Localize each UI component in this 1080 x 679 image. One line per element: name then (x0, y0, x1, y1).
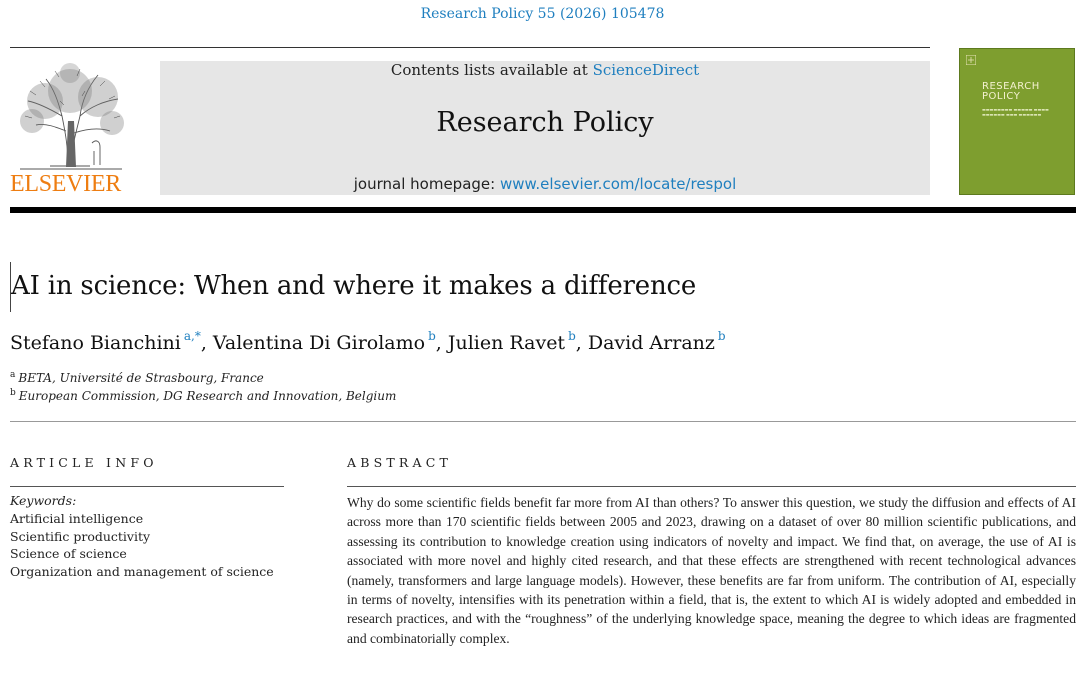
header-divider (10, 47, 930, 48)
author-name[interactable]: Julien Ravet (447, 332, 566, 354)
elsevier-wordmark: ELSEVIER (10, 171, 121, 197)
author-list (10, 329, 726, 354)
cover-title-line1: RESEARCH (982, 81, 1040, 92)
journal-reference[interactable] (0, 6, 1080, 22)
author-affiliation-mark[interactable]: b (568, 329, 576, 343)
author-separator: , (435, 332, 442, 354)
author[interactable] (447, 329, 582, 354)
abstract-heading: ABSTRACT (347, 455, 453, 470)
sciencedirect-link[interactable]: ScienceDirect (592, 61, 700, 79)
keyword-item: Artificial intelligence (10, 511, 144, 526)
affiliation-text: BETA, Université de Strasbourg, France (18, 371, 264, 385)
author-name[interactable]: Stefano Bianchini (10, 332, 181, 354)
journal-reference-link[interactable]: Research Policy 55 (2026) 105478 (420, 6, 665, 22)
article-info-heading: ARTICLE INFO (10, 455, 158, 470)
author-affiliation-mark[interactable]: a,* (183, 329, 201, 343)
contents-line (160, 61, 930, 79)
homepage-prefix: journal homepage: (353, 175, 496, 193)
cover-publisher-icon (966, 55, 976, 65)
author[interactable] (212, 329, 442, 354)
affiliation-mark: a (10, 370, 16, 380)
author-name[interactable]: Valentina Di Girolamo (212, 332, 426, 354)
journal-homepage-link[interactable]: www.elsevier.com/locate/respol (499, 175, 737, 193)
keyword-item: Science of science (10, 546, 127, 561)
abstract-text: Why do some scientific fields benefit far more from AI than others? To answer this question, we study the diffusion and effects of AI across more than 170 scientific fields between 2005 and 2023, drawing on a dataset of over 80 million scientific publications, and assessing its contribution to knowledge creation using indicators of novelty and impact. We find that, on average, the use of AI is associated with more novel and highly cited research, and that these effects are strengthened with recent technological advances (namely, transformers and large language models). However, these benefits are far from uniform. The contribution of AI, especially in terms of novelty, intensifies with its penetration within a field, that is, the extent to which AI is widely adopted and embedded in research practices, and with the “roughness” of the underlying knowledge space, meaning the degree to which ideas are fragmented and combinatorially complex. (347, 495, 1076, 646)
author-separator: , (575, 332, 582, 354)
abstract-rule (347, 486, 1076, 487)
keyword-item: Scientific productivity (10, 528, 151, 544)
cover-subtitle-decoration: ▬▬▬▬▬▬▬▬ ▬▬▬▬▬ ▬▬▬▬ ▬▬▬▬▬▬ ▬▬▬ ▬▬▬▬▬▬ (982, 107, 1049, 117)
keywords-label: Keywords: (10, 493, 77, 508)
cover-title (982, 82, 1040, 102)
article-title: AI in science: When and where it makes a difference (11, 271, 697, 301)
affiliation-b (10, 388, 396, 403)
cover-title-line2: POLICY (982, 91, 1021, 102)
article-info-rule (10, 486, 284, 487)
author-affiliation-mark[interactable]: b (428, 329, 436, 343)
keyword-list (10, 510, 274, 580)
author-affiliation-mark[interactable]: b (717, 329, 726, 343)
banner-bottom-rule (10, 207, 1076, 213)
author[interactable] (587, 329, 726, 354)
affiliation-a (10, 370, 264, 385)
keyword-item: Organization and management of science (10, 563, 274, 579)
journal-homepage-line (160, 175, 930, 193)
journal-banner (160, 61, 930, 195)
affiliation-text: European Commission, DG Research and Innovation, Belgium (18, 389, 397, 403)
journal-title: Research Policy (436, 107, 654, 138)
author-name[interactable]: David Arranz (587, 332, 715, 354)
affiliation-mark: b (10, 388, 16, 398)
author[interactable] (10, 329, 207, 354)
author-separator: , (200, 332, 207, 354)
section-divider (10, 421, 1076, 422)
contents-prefix: Contents lists available at (390, 61, 588, 79)
journal-cover-image[interactable] (959, 48, 1075, 195)
